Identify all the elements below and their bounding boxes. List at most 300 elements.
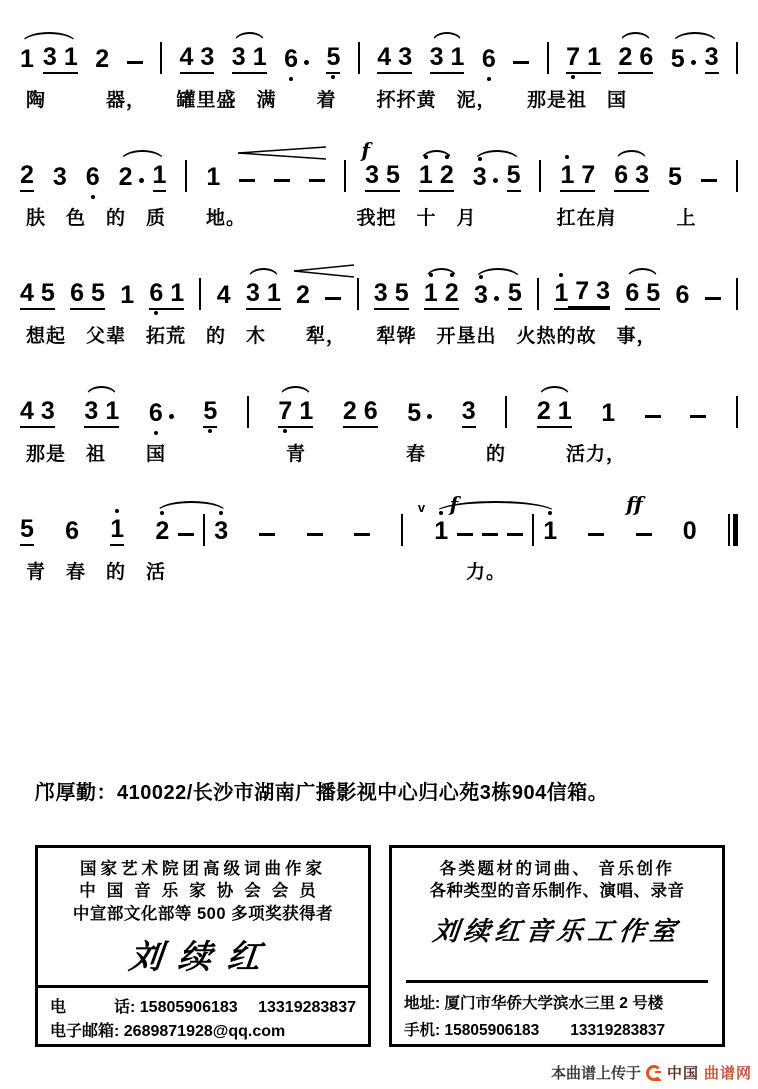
duration-dash (325, 297, 341, 300)
duration-dash (239, 179, 255, 182)
augmentation-dot (139, 178, 144, 183)
note-digit: 1 (120, 281, 135, 309)
note-token (43, 45, 78, 74)
note-digit: 1 (434, 517, 449, 545)
note-digit: 3 (365, 161, 380, 189)
contact-boxes (35, 845, 725, 1047)
note-digit: 1 (601, 399, 616, 427)
notes-row (20, 42, 738, 74)
note-group (326, 45, 340, 74)
note-token (625, 281, 660, 310)
note-token (86, 165, 100, 192)
note-digit: 1 (423, 279, 438, 307)
note-digit: 2 (20, 161, 34, 189)
duration-dash (309, 179, 325, 182)
note-token (53, 165, 67, 192)
note-digit: 3 (52, 163, 67, 191)
slur-group (119, 163, 167, 192)
note-token (65, 519, 79, 546)
dynamics-row (26, 370, 732, 396)
note-digit: 6 (284, 45, 298, 73)
note-digit: 7 (566, 43, 581, 71)
note-digit: 5 (394, 279, 409, 307)
music-system (20, 134, 738, 230)
note-digit: 6 (625, 279, 640, 307)
note-digit: 5 (386, 161, 400, 189)
bar-line (736, 160, 738, 192)
notes-row (20, 160, 738, 192)
note-token (20, 399, 55, 428)
note-group (149, 281, 184, 310)
note-group (110, 517, 124, 546)
note-group (401, 514, 403, 546)
bar-line (539, 160, 541, 192)
note-group (547, 42, 549, 74)
note-token (155, 519, 169, 546)
duration-dash (513, 61, 529, 64)
note-digit: 1 (543, 517, 558, 545)
slur-group (434, 514, 557, 546)
note-token (473, 165, 498, 192)
note-token (507, 163, 521, 192)
note-group (344, 160, 346, 192)
notes-row (20, 278, 738, 310)
note-digit: 4 (216, 281, 231, 309)
note-group (20, 163, 34, 192)
augmentation-dot (304, 60, 309, 65)
duration-dash (259, 533, 275, 536)
note-digit: 3 (231, 43, 246, 71)
note-digit: 7 (575, 277, 590, 305)
note-token (20, 281, 55, 310)
note-token (668, 165, 682, 192)
note-digit: 2 (95, 45, 110, 73)
note-token (365, 163, 400, 192)
duration-dash (457, 533, 473, 536)
bar-line (537, 278, 539, 310)
dynamic-mark: ff (626, 492, 643, 516)
slur-group (625, 281, 660, 310)
site-name-bold: 中国 (666, 1065, 699, 1082)
note-token (149, 281, 184, 310)
note-token (343, 399, 378, 428)
note-token (149, 401, 174, 428)
bar-line (532, 514, 534, 546)
bar-line (203, 514, 205, 546)
note-digit: 2 (439, 161, 454, 189)
note-token (278, 399, 313, 428)
note-digit: 5 (670, 45, 685, 73)
studio-contact-section (392, 989, 722, 1044)
note-digit: 6 (70, 279, 84, 307)
note-digit: 5 (507, 279, 522, 307)
note-token (675, 283, 689, 310)
note-digit: 3 (245, 279, 260, 307)
note-group (645, 415, 661, 428)
note-digit: 1 (63, 43, 78, 71)
note-group (309, 179, 325, 192)
note-digit: 5 (326, 43, 341, 71)
note-digit: 1 (450, 43, 465, 71)
site-name-light: 曲谱网 (703, 1065, 752, 1082)
note-group (668, 165, 682, 192)
lyric-line: 那是 祖 国 青 春 的 活力， (26, 444, 627, 465)
slur-group (20, 45, 78, 74)
note-token (326, 45, 340, 74)
service-line-2: 各种类型的音乐制作、演唱、录音 (429, 882, 685, 901)
note-token (614, 163, 649, 192)
author-address-line: 邝厚勤：410022/长沙市湖南广播影视中心归心苑3栋904信箱。 (35, 782, 609, 804)
augmentation-dot (169, 414, 174, 419)
note-token (95, 47, 109, 74)
note-group (588, 533, 604, 546)
duration-dash (307, 533, 323, 536)
note-digit: 3 (84, 397, 99, 425)
note-group (482, 47, 496, 74)
note-digit: 5 (646, 279, 661, 307)
note-group (736, 160, 738, 192)
email-line: 电子邮箱: 2689871928@qq.com (50, 1023, 286, 1040)
augmentation-dot (691, 60, 696, 65)
note-group (20, 517, 34, 546)
slur-group (84, 399, 119, 428)
note-digit: 4 (377, 43, 392, 71)
note-digit: 6 (363, 397, 378, 425)
phone-line: 电 话: 15805906183 13319283837 (50, 999, 356, 1016)
note-digit: 3 (596, 277, 611, 305)
duration-dash (701, 179, 717, 182)
note-group (239, 179, 255, 192)
note-group (70, 281, 105, 310)
note-group (358, 42, 360, 74)
duration-dash (645, 415, 661, 418)
note-token (407, 401, 432, 428)
note-group (354, 533, 370, 546)
note-group (343, 399, 378, 428)
note-group (537, 278, 539, 310)
music-system (20, 252, 738, 348)
duration-dash (482, 533, 498, 536)
studio-signature: 刘续红音乐工作室 (431, 916, 683, 947)
bar-line (736, 42, 738, 74)
dynamics-row (26, 252, 732, 278)
note-token (671, 47, 696, 74)
crescendo-hairpin (294, 264, 354, 278)
note-group (86, 165, 100, 192)
credentials-section (38, 848, 368, 985)
note-digit: 4 (20, 397, 34, 425)
note-group (462, 399, 476, 428)
note-digit: 7 (278, 397, 293, 425)
studio-divider (406, 980, 708, 983)
slur-group (537, 399, 572, 428)
site-logo-icon (646, 1065, 662, 1081)
note-group (307, 533, 323, 546)
note-group (636, 533, 652, 546)
note-token (153, 163, 167, 192)
slur-group (430, 45, 465, 74)
note-group (274, 179, 290, 192)
note-token (474, 283, 499, 310)
note-digit: 1 (299, 397, 314, 425)
second-beam (568, 279, 610, 308)
note-group (185, 160, 187, 192)
bar-line (185, 160, 187, 192)
note-token (20, 47, 34, 74)
note-digit: 6 (149, 279, 164, 307)
bar-line (160, 42, 162, 74)
note-token (424, 281, 459, 310)
note-group (736, 278, 738, 310)
note-group (690, 415, 706, 428)
note-group (203, 399, 217, 428)
note-group (736, 396, 738, 428)
note-group (259, 533, 275, 546)
bar-line (401, 514, 403, 546)
note-digit: 1 (105, 397, 120, 425)
note-digit: 5 (407, 399, 422, 427)
note-group (120, 283, 134, 310)
note-digit: 5 (40, 279, 55, 307)
note-token (462, 399, 476, 428)
note-group (325, 297, 341, 310)
note-token (217, 283, 231, 310)
lyric-line: 想起 父辈 拓荒 的 木 犁， 犁铧 开垦出 火热的故 事， (26, 326, 657, 347)
lyric-line: 陶 器， 罐里盛 满 着 抔抔黄 泥， 那是祖 国 (26, 90, 628, 111)
note-group (554, 279, 610, 310)
rest-note: 0 (682, 517, 697, 545)
note-digit: 1 (252, 43, 267, 71)
note-digit: 6 (65, 517, 80, 545)
credential-line-2: 中国音乐家协会会员 (79, 882, 327, 901)
note-digit: 4 (179, 43, 194, 71)
note-digit: 5 (91, 279, 105, 307)
note-digit: 3 (200, 43, 215, 71)
note-digit: 6 (675, 281, 690, 309)
note-digit: 5 (20, 515, 34, 543)
studio-services-section (392, 848, 722, 972)
slur-group (424, 281, 459, 310)
note-token (430, 45, 465, 74)
note-token (560, 163, 595, 192)
note-token (374, 281, 409, 310)
note-group (180, 45, 215, 74)
note-digit: 5 (203, 397, 218, 425)
note-token (284, 47, 309, 74)
lyricist-credentials-box (35, 845, 371, 1047)
note-token (377, 45, 412, 74)
credential-line-1: 国家艺术院团高级词曲作家 (80, 860, 326, 878)
music-system (20, 370, 738, 466)
note-digit: 2 (342, 397, 357, 425)
note-digit: 3 (704, 43, 719, 71)
note-group (539, 160, 541, 192)
studio-box (389, 845, 725, 1047)
note-group (365, 163, 400, 192)
note-group (296, 283, 310, 310)
note-digit: 1 (560, 161, 575, 189)
bar-line (199, 278, 201, 310)
note-token (537, 399, 572, 428)
slur-group (671, 45, 719, 74)
duration-dash (354, 533, 370, 536)
notes-row (20, 514, 738, 546)
duration-dash (274, 179, 290, 182)
note-digit: 2 (444, 279, 459, 307)
note-digit: 2 (618, 43, 633, 71)
note-digit: 6 (639, 43, 654, 71)
note-token (508, 281, 522, 310)
augmentation-dot (493, 178, 498, 183)
note-group (683, 519, 697, 546)
service-line-1: 各类题材的词曲、 音乐创作 (439, 860, 675, 878)
note-group (505, 396, 507, 428)
bar-line (505, 396, 507, 428)
note-token (120, 283, 134, 310)
note-digit: 6 (148, 399, 163, 427)
note-digit: 3 (373, 279, 388, 307)
note-group (601, 401, 615, 428)
note-group (374, 281, 409, 310)
lyric-line: 肤 色 的 质 地。 我把 十 月 扛在肩 上 (26, 208, 697, 229)
lyricist-signature: 刘续红 (127, 936, 279, 976)
note-digit: 3 (429, 43, 444, 71)
slur-group (246, 281, 281, 310)
note-group (560, 163, 595, 192)
slur-group (474, 281, 522, 310)
note-digit: 1 (170, 279, 185, 307)
music-system (20, 16, 738, 112)
note-token (214, 519, 228, 546)
note-digit: 1 (554, 279, 569, 307)
note-digit: 1 (418, 161, 433, 189)
note-token (203, 399, 217, 428)
note-token (20, 163, 34, 192)
slur-group (614, 163, 649, 192)
note-digit: 3 (472, 163, 487, 191)
note-token (566, 45, 601, 74)
note-digit: 2 (118, 163, 133, 191)
bar-line (736, 396, 738, 428)
note-token (84, 399, 119, 428)
note-digit: 1 (587, 43, 601, 71)
watermark-prefix: 本曲谱上传于 (550, 1065, 641, 1082)
note-digit: 3 (461, 397, 476, 425)
duration-dash (705, 297, 721, 300)
lyric-line: 青 春 的 活 力。 (26, 562, 507, 583)
note-digit: 1 (266, 279, 281, 307)
note-group (357, 278, 359, 310)
note-digit: 7 (581, 161, 596, 189)
note-token (601, 401, 615, 428)
phone-email-section (38, 988, 368, 1044)
augmentation-dot (427, 414, 432, 419)
duration-dash (636, 533, 652, 536)
note-group (20, 399, 55, 428)
note-group (728, 514, 738, 546)
note-group (566, 45, 601, 74)
note-group (206, 165, 220, 192)
note-group (377, 45, 412, 74)
duration-dash (127, 61, 143, 64)
duration-dash (588, 533, 604, 536)
note-digit: 3 (40, 397, 55, 425)
note-digit: 5 (668, 163, 682, 191)
note-digit: 3 (214, 517, 229, 545)
note-group (284, 47, 309, 74)
augmentation-dot (494, 296, 499, 301)
note-group (705, 297, 721, 310)
note-digit: 1 (206, 163, 221, 191)
site-watermark (551, 1062, 752, 1083)
note-digit: 1 (152, 161, 167, 189)
note-token (296, 283, 310, 310)
note-digit: 3 (635, 161, 650, 189)
slur-group (618, 45, 653, 74)
bar-line (247, 396, 249, 428)
note-token (618, 45, 653, 74)
note-digit: 3 (398, 43, 413, 71)
note-group (701, 179, 717, 192)
dynamics-row (26, 488, 732, 514)
dynamic-mark: f (361, 138, 370, 162)
note-group (513, 61, 529, 74)
note-group (65, 519, 79, 546)
note-token (419, 163, 454, 192)
note-group (53, 165, 67, 192)
note-token (543, 519, 557, 546)
note-group (95, 47, 109, 74)
note-digit: 1 (110, 515, 125, 543)
duration-dash (178, 533, 194, 536)
slur-group (232, 45, 267, 74)
note-token (434, 519, 448, 546)
note-token (20, 517, 34, 546)
note-digit: 6 (85, 163, 100, 191)
note-digit: 2 (155, 517, 170, 545)
dynamic-mark: v (417, 500, 426, 515)
slur-group (473, 163, 521, 192)
slur-group (419, 163, 454, 192)
note-group (217, 283, 231, 310)
notes-row (20, 396, 738, 428)
note-group (736, 42, 738, 74)
note-digit: 1 (20, 45, 34, 73)
slur-group (155, 514, 228, 546)
final-bar-line (728, 514, 738, 546)
note-token (180, 45, 215, 74)
note-group (20, 281, 55, 310)
note-digit: 3 (42, 43, 57, 71)
note-token (554, 279, 610, 310)
note-token (70, 281, 105, 310)
crescendo-hairpin (238, 146, 326, 160)
note-group (199, 278, 201, 310)
duration-dash (690, 415, 706, 418)
note-token (110, 517, 124, 546)
bar-line (736, 278, 738, 310)
note-token (482, 47, 496, 74)
note-digit: 5 (506, 161, 521, 189)
note-digit: 6 (614, 161, 629, 189)
note-digit: 6 (481, 45, 496, 73)
bar-line (358, 42, 360, 74)
bar-line (344, 160, 346, 192)
bar-line (547, 42, 549, 74)
note-digit: 4 (20, 279, 34, 307)
note-token (119, 165, 144, 192)
bar-line (357, 278, 359, 310)
